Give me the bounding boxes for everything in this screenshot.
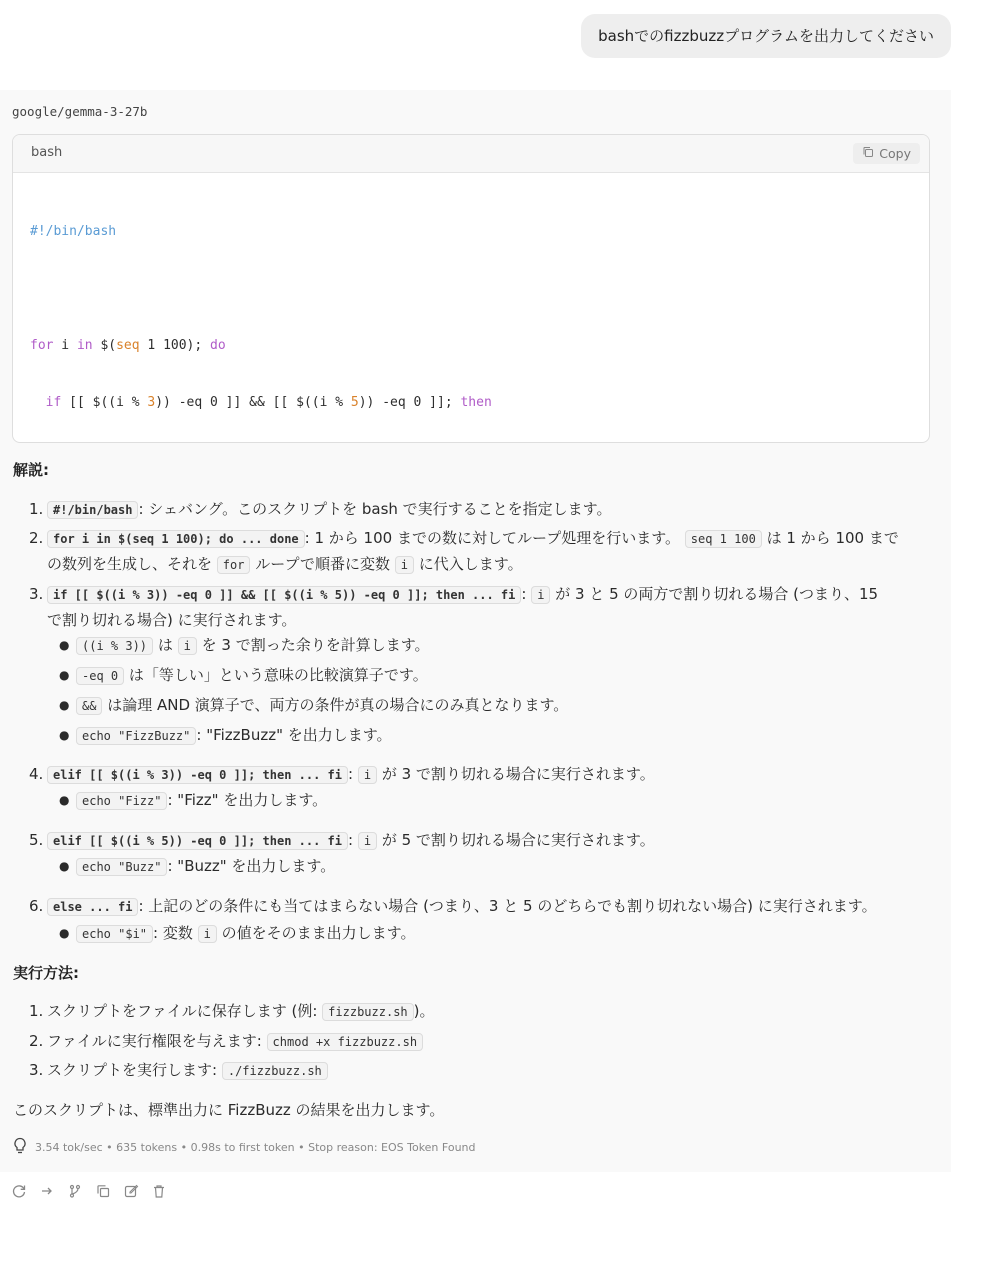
model-name: google/gemma-3-27b [12, 104, 148, 119]
generation-stats [13, 1137, 476, 1158]
lightbulb-icon [13, 1137, 27, 1158]
summary-text: このスクリプトは、標準出力に FizzBuzz の結果を出力します。 [13, 1101, 445, 1119]
copy-message-icon[interactable] [95, 1183, 111, 1199]
branch-icon[interactable] [67, 1183, 83, 1199]
copy-icon [862, 146, 874, 161]
code-line: #!/bin/bash [30, 224, 117, 239]
edit-icon[interactable] [123, 1183, 139, 1199]
code-content [13, 173, 929, 443]
message-actions [11, 1183, 167, 1199]
code-line [30, 279, 929, 298]
code-line: if [[ $((i % 3)) -eq 0 ]] && [[ $((i % 5)) -eq 0 ]]; then [45, 395, 492, 410]
user-message-bubble: bashでのfizzbuzzプログラムを出力してください [581, 14, 951, 58]
explanation-heading: 解説: [13, 461, 49, 479]
regenerate-icon[interactable] [11, 1183, 27, 1199]
code-block [12, 134, 930, 443]
copy-button[interactable] [853, 143, 920, 164]
code-line: for i in $(seq 1 100); do [30, 338, 226, 353]
copy-label: Copy [879, 146, 911, 161]
code-language-label: bash [31, 145, 63, 160]
continue-icon[interactable] [39, 1183, 55, 1199]
run-heading: 実行方法: [13, 964, 79, 982]
code-header [13, 135, 929, 173]
delete-icon[interactable] [151, 1183, 167, 1199]
stats-text: 3.54 tok/sec • 635 tokens • 0.98s to first token • Stop reason: EOS Token Found [35, 1141, 476, 1154]
